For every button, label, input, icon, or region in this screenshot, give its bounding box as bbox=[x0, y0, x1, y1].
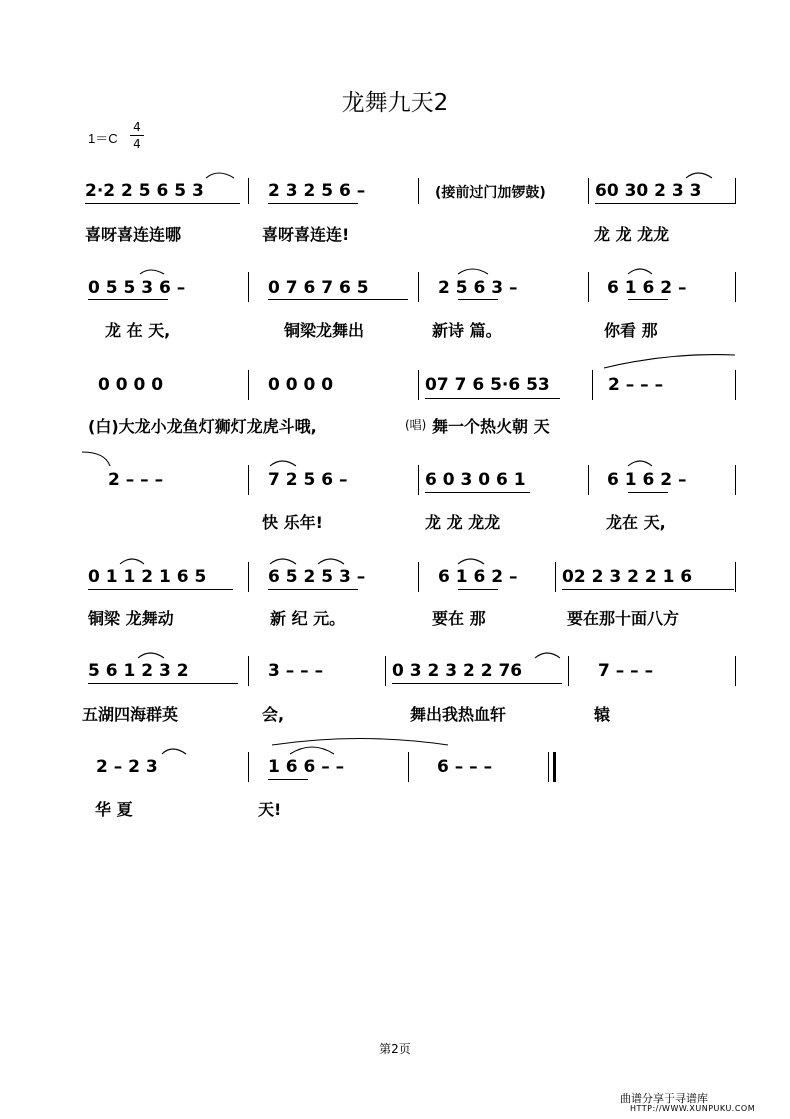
measure: 5 6 1 2 3 2 bbox=[88, 661, 189, 681]
key-signature: 1＝C bbox=[88, 131, 118, 146]
lyric: 喜呀喜连连哪 bbox=[85, 225, 182, 244]
lyric: 要在 那 bbox=[432, 609, 486, 628]
measure: 6 – – – bbox=[437, 757, 493, 777]
lyric: 龙 在 天, bbox=[105, 321, 171, 340]
site-name: 曲谱分享于寻谱库 bbox=[620, 1092, 708, 1105]
measure: 1 6 6 – – bbox=[268, 757, 345, 777]
measure: 6 1 6 2 – bbox=[607, 470, 687, 490]
measure: 07 7 6 5·6 53 bbox=[425, 375, 550, 395]
lyric: 华 夏 bbox=[95, 800, 133, 819]
lyric: 舞一个热火朝 天 bbox=[432, 417, 550, 436]
lyric: 龙在 天, bbox=[606, 513, 666, 532]
page-number: 第2页 bbox=[379, 1042, 411, 1056]
measure: 0 5 5 3 6 – bbox=[88, 278, 186, 298]
page-title: 龙舞九天2 bbox=[341, 90, 449, 116]
lyric: 要在那十面八方 bbox=[567, 609, 680, 628]
lyric: 舞出我热血轩 bbox=[410, 705, 507, 724]
measure: 6 0 3 0 6 1 bbox=[425, 470, 526, 490]
site-url: HTTP://WWW.XUNPUKU.COM bbox=[630, 1104, 756, 1113]
measure: 6 1 6 2 – bbox=[438, 567, 518, 587]
measure: 60 30 2 3 3 bbox=[595, 181, 702, 201]
lyric: 五湖四海群英 bbox=[82, 705, 179, 724]
measure: 2 – – – bbox=[608, 375, 664, 395]
measure: 0 3 2 3 2 2 76 bbox=[392, 661, 523, 681]
lyric: 龙 龙 龙龙 bbox=[594, 225, 670, 244]
measure: 2·2 2 5 6 5 3 bbox=[85, 181, 204, 201]
measure: 0 7 6 7 6 5 bbox=[268, 278, 369, 298]
lyric: (白)大龙小龙鱼灯狮灯龙虎斗哦, bbox=[88, 417, 317, 436]
measure: 7 – – – bbox=[598, 661, 654, 681]
lyric: 新 纪 元。 bbox=[270, 609, 346, 628]
measure: 6 5 2 5 3 – bbox=[268, 567, 366, 587]
performance-instruction: (接前过门加锣鼓) bbox=[435, 185, 546, 201]
lyric: 你看 那 bbox=[604, 321, 658, 340]
lyric: 喜呀喜连连! bbox=[262, 225, 350, 244]
lyric: 新诗 篇。 bbox=[432, 321, 502, 340]
measure: 7 2 5 6 – bbox=[268, 470, 348, 490]
measure: 02 2 3 2 2 1 6 bbox=[562, 567, 693, 587]
lyric: 会, bbox=[262, 705, 285, 724]
lyric: 辕 bbox=[594, 705, 611, 724]
time-signature-bottom: 4 bbox=[133, 137, 141, 151]
measure: 6 1 6 2 – bbox=[607, 278, 687, 298]
measure: 3 – – – bbox=[268, 661, 324, 681]
measure: 2 – 2 3 bbox=[96, 757, 158, 777]
lyric: 龙 龙 龙龙 bbox=[425, 513, 501, 532]
time-signature-top: 4 bbox=[133, 120, 141, 134]
lyric: 天! bbox=[258, 800, 282, 819]
measure: 2 5 6 3 – bbox=[438, 278, 518, 298]
measure: 2 3 2 5 6 – bbox=[268, 181, 366, 201]
measure: 0 0 0 0 bbox=[268, 375, 334, 395]
measure: 0 0 0 0 bbox=[98, 375, 164, 395]
lyric: 铜梁龙舞出 bbox=[284, 321, 365, 340]
lyric: 铜梁 龙舞动 bbox=[88, 609, 174, 628]
lyric: 快 乐年! bbox=[262, 513, 323, 532]
measure: 0 1 1 2 1 6 5 bbox=[88, 567, 207, 587]
measure: 2 – – – bbox=[108, 470, 164, 490]
lyric-mark: (唱) bbox=[405, 418, 427, 432]
